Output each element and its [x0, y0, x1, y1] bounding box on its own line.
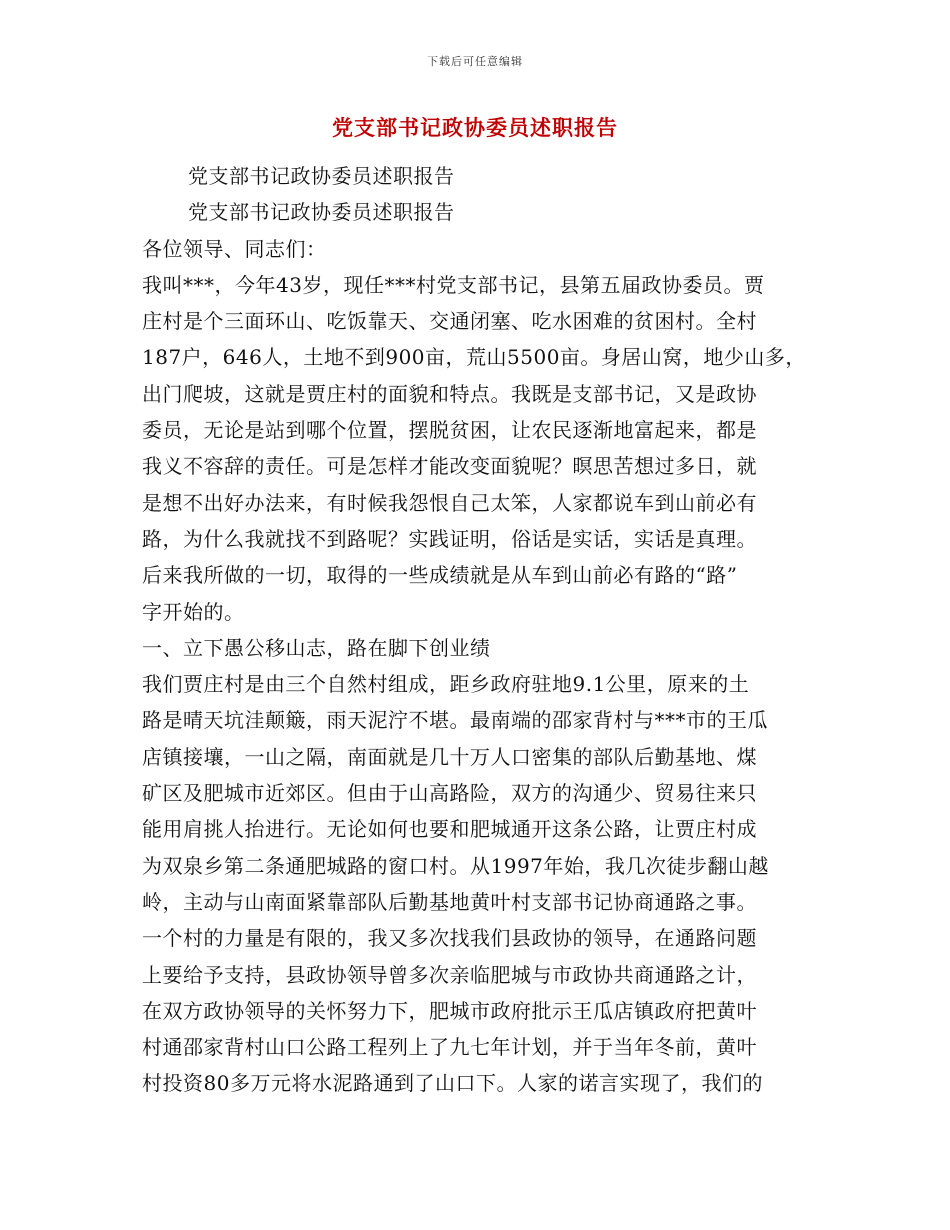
body-line: 路，为什么我就找不到路呢？实践证明，俗话是实话，实话是真理。	[142, 526, 757, 551]
section-heading: 一、立下愚公移山志，路在脚下创业绩	[142, 635, 491, 660]
body-line: 村通邵家背村山口公路工程列上了九七年计划，并于当年冬前，黄叶	[142, 1035, 757, 1060]
document-body	[142, 158, 842, 1102]
body-line: 村投资80多万元将水泥路通到了山口下。人家的诺言实现了，我们的	[142, 1071, 763, 1096]
salutation: 各位领导、同志们：	[142, 236, 327, 261]
body-line: 能用肩挑人抬进行。无论如何也要和肥城通开这条公路，让贾庄村成	[142, 817, 757, 842]
subtitle-line: 党支部书记政协委员述职报告	[188, 200, 455, 225]
body-line: 上要给予支持，县政协领导曾多次亲临肥城与市政协共商通路之计，	[142, 962, 757, 987]
body-line: 一个村的力量是有限的，我又多次找我们县政协的领导，在通路问题	[142, 926, 757, 951]
body-line: 为双泉乡第二条通肥城路的窗口村。从1997年始，我几次徒步翻山越	[142, 853, 769, 878]
body-line: 矿区及肥城市近郊区。但由于山高路险，双方的沟通少、贸易往来只	[142, 781, 757, 806]
body-line: 庄村是个三面环山、吃饭靠天、交通闭塞、吃水困难的贫困村。全村	[142, 309, 757, 334]
document-title: 党支部书记政协委员述职报告	[332, 115, 618, 140]
subtitle-line: 党支部书记政协委员述职报告	[188, 164, 455, 188]
body-line: 我叫***，今年43岁，现任***村党支部书记，县第五届政协委员。贾	[142, 272, 765, 297]
body-line: 我们贾庄村是由三个自然村组成，距乡政府驻地9.1公里，原来的土	[142, 672, 750, 697]
body-line: 岭，主动与山南面紧靠部队后勤基地黄叶村支部书记协商通路之事。	[142, 889, 757, 914]
page-header-note: 下载后可任意编辑	[427, 55, 523, 68]
body-line: 在双方政协领导的关怀努力下，肥城市政府批示王瓜店镇政府把黄叶	[142, 998, 757, 1023]
body-line: 我义不容辞的责任。可是怎样才能改变面貌呢？暝思苦想过多日，就	[142, 454, 757, 479]
body-line: 后来我所做的一切，取得的一些成绩就是从车到山前必有路的“路”	[142, 563, 738, 588]
body-line: 店镇接壤，一山之隔，南面就是几十万人口密集的部队后勤基地、煤	[142, 744, 757, 769]
body-line: 委员，无论是站到哪个位置，摆脱贫困，让农民逐渐地富起来，都是	[142, 418, 757, 443]
body-line: 是想不出好办法来，有时候我怨恨自己太笨，人家都说车到山前必有	[142, 490, 757, 515]
body-line: 出门爬坡，这就是贾庄村的面貌和特点。我既是支部书记，又是政协	[142, 381, 757, 406]
body-line: 187户，646人，土地不到900亩，荒山5500亩。身居山窝，地少山多，	[142, 345, 806, 370]
body-line: 字开始的。	[142, 599, 245, 624]
body-line: 路是晴天坑洼颠簸，雨天泥泞不堪。最南端的邵家背村与***市的王瓜	[142, 708, 768, 733]
